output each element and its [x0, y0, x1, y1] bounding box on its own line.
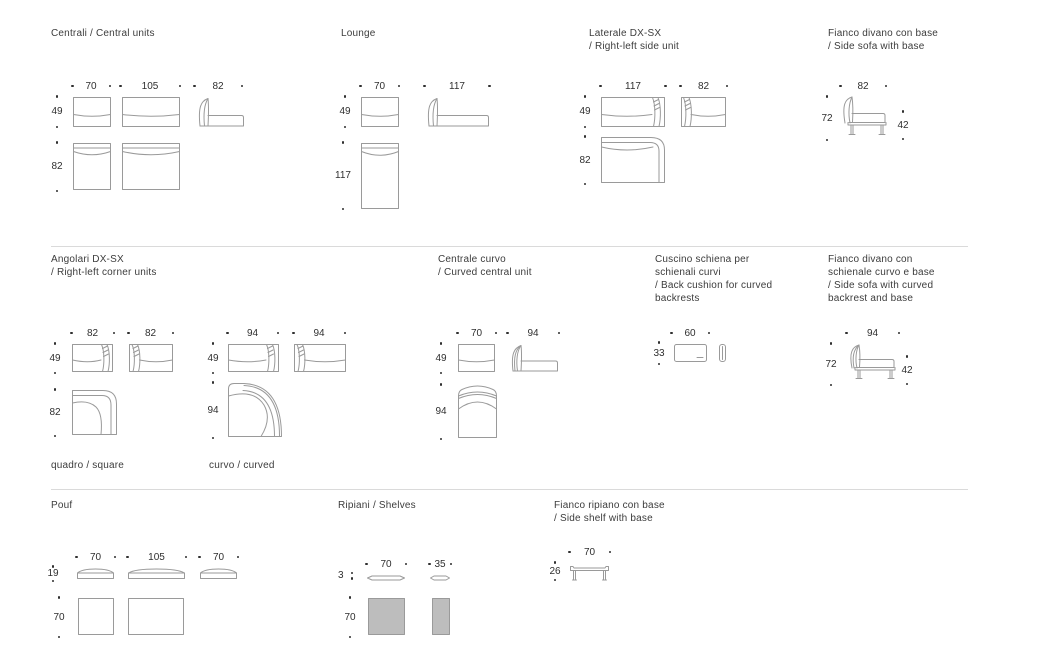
- dim-value: 3: [338, 570, 344, 581]
- dim-value: 105: [141, 80, 159, 92]
- dim-width: [71, 80, 111, 92]
- dim-depth: [341, 596, 359, 638]
- title-line: / Right-left corner units: [51, 267, 157, 278]
- section-divider: [51, 489, 968, 490]
- lounge-top-drawing: [361, 143, 399, 209]
- title-line: Fianco divano con: [828, 254, 913, 265]
- dim-depth: [576, 135, 594, 185]
- dim-width: [839, 80, 887, 92]
- dim-value: 117: [625, 80, 641, 92]
- variant-label-quadro: quadro / square: [51, 460, 125, 471]
- dim-width: [506, 327, 560, 339]
- dim-height: [48, 95, 66, 128]
- side-unit-top-drawing: [601, 137, 665, 183]
- title-line: / Side sofa with curved: [828, 280, 934, 291]
- dim-value: 82: [212, 80, 224, 92]
- dim-value: 49: [579, 106, 591, 117]
- dim-value: 70: [85, 80, 97, 92]
- dim-value: 82: [144, 327, 157, 339]
- corner-square-top-drawing: [72, 390, 117, 435]
- dim-value: 35: [434, 558, 446, 570]
- dim-width: [428, 558, 452, 570]
- pouf-70-front-drawing: [77, 568, 114, 579]
- title-line: schienali curvi: [655, 267, 721, 278]
- dim-width: [226, 327, 279, 339]
- section-title-fianco-divano: [828, 27, 938, 53]
- shelf-70-top-drawing: [368, 598, 405, 635]
- dim-value: 49: [51, 106, 63, 117]
- dim-value: 94: [246, 327, 259, 339]
- dim-seat-height: [898, 355, 916, 385]
- section-title-laterale: [589, 27, 679, 53]
- dim-width: [599, 80, 667, 92]
- dim-value: 117: [449, 80, 465, 92]
- title-line: Fianco divano con base: [828, 28, 939, 39]
- section-title-lounge: Lounge: [341, 28, 376, 39]
- dim-value: 49: [435, 352, 447, 364]
- dim-depth: [50, 596, 68, 638]
- dim-value: 70: [470, 327, 483, 339]
- title-line: Angolari DX-SX: [51, 254, 124, 265]
- pouf-70-front-drawing: [200, 568, 237, 579]
- title-line: / Back cushion for curved: [655, 280, 773, 291]
- dim-height: [546, 561, 564, 581]
- side-unit-front-drawing: [601, 97, 665, 127]
- dim-value: 19: [47, 568, 59, 579]
- section-title-fianco-ripiano: [554, 499, 665, 525]
- dim-height: [576, 95, 594, 128]
- dim-value: 105: [148, 551, 165, 563]
- dim-width: [119, 80, 181, 92]
- dim-value: 42: [897, 119, 909, 131]
- dim-value: 49: [207, 352, 219, 364]
- dim-value: 49: [339, 106, 351, 117]
- dim-height: [46, 342, 64, 374]
- dim-height: [44, 565, 62, 582]
- back-cushion-front-drawing: [674, 344, 707, 362]
- dim-value: 72: [821, 112, 833, 124]
- title-line: / Curved central unit: [438, 267, 532, 278]
- title-line: schienale curvo e base: [828, 267, 935, 278]
- title-line: backrest and base: [828, 293, 914, 304]
- curved-central-front-drawing: [458, 344, 495, 372]
- dim-width: [127, 327, 174, 339]
- side-unit-side-drawing: [681, 97, 726, 127]
- dim-height: [432, 342, 450, 374]
- dim-value: 70: [53, 611, 65, 623]
- dim-value: 94: [313, 327, 325, 339]
- dim-value: 70: [89, 551, 102, 563]
- dim-width: [670, 327, 710, 339]
- dim-height: [822, 342, 840, 386]
- corner-curved-front-dx-drawing: [228, 344, 279, 372]
- central-unit-105-top-drawing: [122, 143, 180, 190]
- section-title-cuscino: [655, 253, 772, 305]
- dim-width: [359, 80, 400, 92]
- tick-dots: [351, 572, 354, 580]
- dim-height: [650, 341, 668, 365]
- dim-value: 94: [435, 406, 447, 417]
- dim-width: [568, 546, 611, 558]
- title-line: Centrale curvo: [438, 254, 506, 265]
- dim-value: 60: [684, 327, 696, 339]
- dim-height: [336, 95, 354, 128]
- curved-central-side-drawing: [508, 344, 558, 372]
- pouf-70-top-drawing: [78, 598, 114, 635]
- dim-value: 72: [825, 358, 837, 370]
- dim-value: 70: [583, 546, 596, 558]
- shelf-70-front-drawing: [367, 575, 405, 581]
- title-line: / Right-left side unit: [589, 41, 679, 52]
- pouf-105-top-drawing: [128, 598, 184, 635]
- dim-width: [456, 327, 497, 339]
- dim-value: 70: [373, 80, 386, 92]
- pouf-105-front-drawing: [128, 568, 185, 579]
- dim-width: [292, 327, 346, 339]
- dim-depth: [334, 141, 352, 210]
- side-shelf-base-drawing: [570, 564, 609, 581]
- dim-width: [126, 551, 187, 563]
- dim-value: 70: [212, 551, 225, 563]
- dim-width: [679, 80, 728, 92]
- dim-width: [365, 558, 407, 570]
- section-title-angolari: [51, 253, 157, 279]
- dim-value: 82: [51, 161, 63, 172]
- central-unit-70-front-drawing: [73, 97, 111, 127]
- dim-height: [204, 342, 222, 374]
- section-title-centrali: Centrali / Central units: [51, 28, 155, 39]
- dim-value: 42: [901, 364, 913, 376]
- dim-value: 82: [857, 80, 869, 92]
- dim-value: 117: [335, 170, 351, 181]
- title-line: backrests: [655, 293, 700, 304]
- shelf-35-top-drawing: [432, 598, 450, 635]
- lounge-side-drawing: [425, 97, 489, 127]
- dim-depth: [46, 388, 64, 437]
- section-title-centrale-curvo: [438, 253, 532, 279]
- central-unit-side-drawing: [196, 97, 244, 127]
- variant-label-curvo: curvo / curved: [209, 460, 275, 471]
- dim-width: [845, 327, 900, 339]
- corner-curved-top-drawing: [228, 383, 282, 437]
- central-unit-70-top-drawing: [73, 143, 111, 190]
- dim-width: [198, 551, 239, 563]
- dim-value: 94: [207, 404, 219, 416]
- dim-width: [423, 80, 491, 92]
- side-sofa-curved-base-drawing: [847, 344, 898, 384]
- dim-value: 82: [697, 80, 710, 92]
- title-line: Cuscino schiena per: [655, 254, 750, 265]
- dim-depth: [432, 383, 450, 440]
- section-divider: [51, 246, 968, 247]
- corner-square-front-sx-drawing: [129, 344, 173, 372]
- side-sofa-base-drawing: [841, 96, 889, 140]
- dim-value: 82: [86, 327, 99, 339]
- dim-seat-height: [894, 110, 912, 140]
- dim-thickness: [338, 570, 353, 581]
- curved-central-top-drawing: [458, 385, 497, 438]
- corner-curved-front-sx-drawing: [294, 344, 346, 372]
- title-line: Laterale DX-SX: [589, 28, 662, 39]
- section-title-pouf: Pouf: [51, 500, 73, 511]
- section-title-fianco-curvo: [828, 253, 935, 305]
- dim-value: 70: [344, 611, 356, 623]
- back-cushion-side-drawing: [719, 344, 726, 362]
- corner-square-front-dx-drawing: [72, 344, 113, 372]
- dim-value: 70: [380, 558, 392, 570]
- dim-value: 33: [653, 347, 665, 359]
- dim-value: 94: [527, 327, 539, 339]
- central-unit-105-front-drawing: [122, 97, 180, 127]
- dim-width: [193, 80, 243, 92]
- dim-value: 94: [866, 327, 879, 339]
- dim-value: 82: [49, 407, 61, 418]
- dim-depth: [48, 141, 66, 192]
- dim-width: [75, 551, 116, 563]
- dim-value: 49: [49, 352, 61, 364]
- dim-depth: [204, 381, 222, 439]
- dim-value: 82: [579, 154, 591, 166]
- dim-width: [70, 327, 115, 339]
- dim-value: 26: [549, 565, 561, 577]
- section-title-ripiani: Ripiani / Shelves: [338, 500, 416, 511]
- title-line: / Side sofa with base: [828, 41, 925, 52]
- title-line: Fianco ripiano con base: [554, 500, 665, 511]
- dim-height: [818, 95, 836, 141]
- shelf-35-front-drawing: [430, 575, 450, 581]
- lounge-front-drawing: [361, 97, 399, 127]
- title-line: / Side shelf with base: [554, 513, 653, 524]
